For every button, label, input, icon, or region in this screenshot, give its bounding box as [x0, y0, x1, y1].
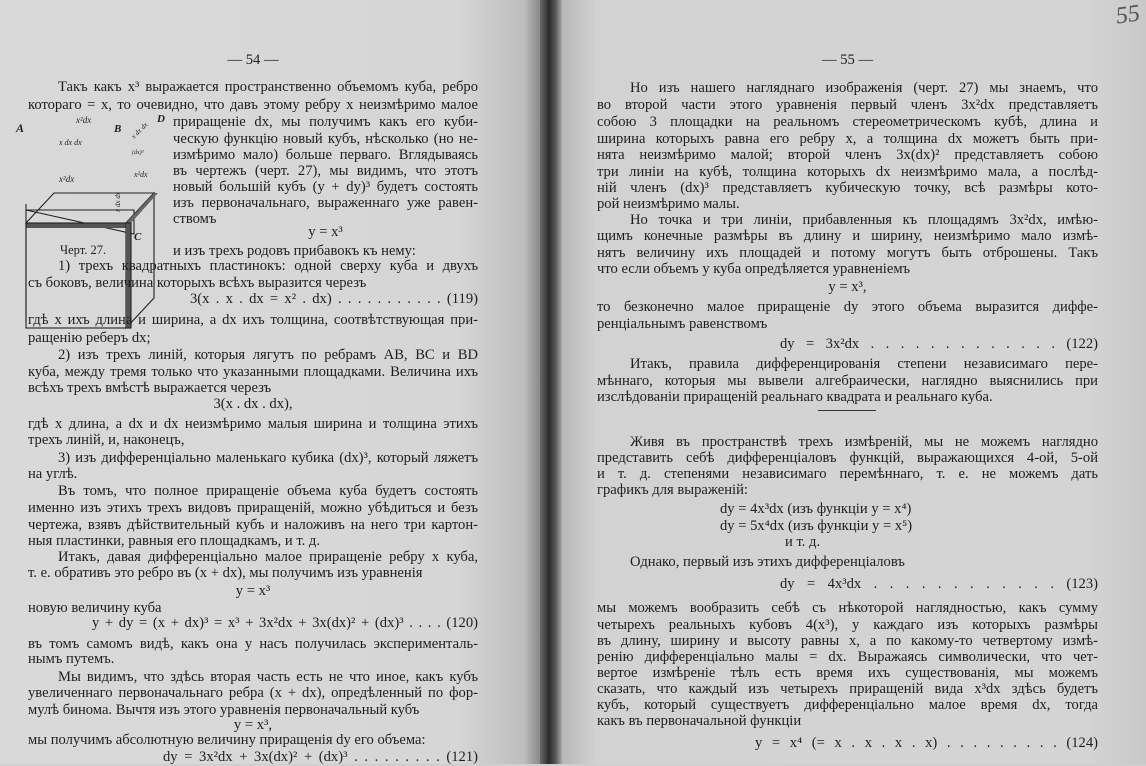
right-text-line: то безконечно малое приращеніе dy этого объема выразится диффе-	[597, 299, 1098, 315]
right-text-line: Итакъ, правила дифференцированія степени независимаго пере-	[630, 356, 1098, 372]
left-text-line: новую величину куба	[28, 600, 162, 616]
right-text-line: Но изъ нашего нагляднаго изображенія (черт. 27) мы знаемъ, что	[630, 80, 1098, 96]
left-equation-line: 3(x . x . dx = x² . dx) . . . . . . . . . . . (119)	[190, 291, 478, 307]
left-equation-line: y = x³	[308, 224, 343, 240]
left-text-line: ныя пластинки, равныя его площадкамъ, и т. д.	[28, 533, 320, 549]
left-text-line: въ чертежъ (черт. 27), мы видимъ, что этотъ	[173, 163, 478, 179]
left-text-line: гдѣ x длина, а dx и dx неизмѣримо малыя ширина и толщина этихъ	[28, 416, 478, 432]
left-text-line: Итакъ, давая дифференціально малое приращеніе ребру x куба,	[58, 549, 478, 565]
right-equation-line: dy = 3x²dx . . . . . . . . . . . . . (122)	[780, 336, 1098, 352]
left-text-line: Въ томъ, что полное приращеніе объема куба будетъ состоять	[58, 483, 478, 499]
left-text-line: въ томъ самомъ видѣ, какъ она у насъ получилась эксперименталь-	[28, 636, 478, 652]
left-text-line: именно изъ этихъ трехъ видовъ приращеній, можно убѣдиться и безъ	[28, 500, 478, 516]
left-text-line: ческую функцію новый кубъ, нѣсколько (но не-	[173, 131, 478, 147]
right-text-line: нята неизмѣримо малой; второй членъ 3x(dx)² представляетъ собою	[597, 147, 1098, 163]
left-text-line: и изъ трехъ родовъ прибавокъ къ нему:	[173, 243, 416, 259]
right-text-line: собою 3 площадки на реальномъ стереометрическомъ кубѣ, длина и	[597, 114, 1098, 130]
right-text-line: вертое измѣреніе тѣлъ есть время ихъ существованія, мы можемъ	[597, 665, 1098, 681]
figure-caption: Черт. 27.	[60, 243, 107, 257]
right-text-line: три линіи на кубѣ, толщина которыхъ dx неизмѣримо мала, а послѣд-	[597, 164, 1098, 180]
right-text-line: Живя въ пространствѣ трехъ измѣреній, мы не можемъ наглядно	[630, 434, 1098, 450]
figure-label-front: x²dx	[59, 174, 75, 184]
left-text-line: ращенію реберъ dx;	[28, 330, 151, 346]
left-text-line: съ боковъ, величина которыхъ всѣхъ выразится черезъ	[28, 275, 367, 291]
right-text-line: ній членъ (dx)³ представляетъ кубическую точку, всѣ размѣры кото-	[597, 180, 1098, 196]
left-text-line: мы получимъ абсолютную величину приращенія dy его объема:	[28, 732, 426, 748]
right-text-line: ренію дифференціально малы = dx. Выражаясь символически, что чет-	[597, 649, 1098, 665]
right-text-line: въ длину, ширину и высоту равны x, а по какому-то четвертому измѣ-	[597, 633, 1098, 649]
right-text-line: Но точка и три линіи, прибавленныя къ площадямъ 3x²dx, имѣю-	[630, 212, 1098, 228]
left-text-line: Такъ какъ x³ выражается пространственно объемомъ куба, ребро	[58, 79, 478, 95]
left-text-line: увеличеннаго первоначальнаго ребра (x + dx), опредѣленный по фор-	[28, 685, 478, 701]
left-equation-line: dy = 3x²dx + 3x(dx)² + (dx)³ . . . . . . . . . (121)	[163, 749, 478, 765]
cube-figure	[14, 112, 164, 242]
figure-label-edge-bd: x dx dx	[129, 120, 150, 141]
figure-label-top: x²dx	[76, 115, 92, 125]
right-equation-line: y = x³,	[828, 279, 867, 295]
left-equation-line: y = x³	[235, 583, 271, 599]
left-page-number: — 54 —	[227, 52, 279, 68]
right-equation-line: y = x⁴ (= x . x . x . x) . . . . . . . . . (124)	[755, 735, 1098, 751]
left-text-line: Мы видимъ, что здѣсь вторая часть есть не что иное, какъ кубъ	[58, 669, 478, 685]
figure-label-a: A	[16, 121, 25, 135]
left-text-line: 2) изъ трехъ линій, которыя лягутъ по ребрамъ AB, BC и BD	[58, 347, 478, 363]
right-text-line: рой неизмѣримо малы.	[597, 196, 740, 212]
right-text-line: и т. д. степенями независимаго перемѣннаго, т. е. не можемъ дать	[597, 466, 1098, 482]
left-text-line: гдѣ x ихъ длина и ширина, а dx ихъ толщина, соотвѣтствующая при-	[28, 312, 478, 328]
figure-label-edge-ab: x dx dx	[59, 138, 82, 147]
figure-label-c: C	[134, 231, 142, 243]
right-text-line: мы можемъ вообразить себѣ съ нѣкоторой наглядностью, какъ сумму	[597, 600, 1098, 616]
left-text-line: 1) трехъ квадратныхъ пластинокъ: одной сверху куба и двухъ	[58, 258, 478, 274]
left-text-line: на углѣ.	[28, 466, 78, 482]
left-text-line: куба, между тремя только что указанными площадками. Величина ихъ	[28, 364, 478, 380]
left-text-line: котораго = x, то очевидно, что давъ этому ребру x неизмѣримо малое	[28, 97, 478, 113]
left-text-line: приращеніе dx, мы получимъ какъ его куби-	[173, 114, 478, 130]
right-text-line: четырехъ реальныхъ кубовъ 4(x³), у каждаго изъ которыхъ размѣры	[597, 617, 1098, 633]
figure-label-edge-bc: x dx dx	[114, 192, 122, 212]
right-text-line: мѣннаго, которыя мы вывели алгебраически, наглядно выяснились при	[597, 373, 1098, 389]
figure-label-d: D	[157, 113, 165, 125]
left-text-line: измѣримо мало) больше перваго. Вглядываясь	[173, 147, 478, 163]
left-text-line: новый большій кубъ (y + dy)³ будетъ состоять	[173, 179, 478, 195]
left-text-line: ствомъ	[173, 211, 217, 227]
right-text-line: Однако, первый изъ этихъ дифференціаловъ	[630, 554, 905, 570]
right-text-line: во второй части этого уравненія первый членъ 3x²dx представляетъ	[597, 97, 1098, 113]
left-text-line: мулѣ бинома. Вычтя изъ этого уравненія первоначальный кубъ	[28, 702, 420, 718]
right-text-line: щимъ конечные размѣры въ длину и ширину, неизмѣримо мало измѣ-	[597, 228, 1098, 244]
right-equation-line: dy = 4x³dx . . . . . . . . . . . . (123)	[780, 576, 1098, 592]
left-text-line: трехъ линій, и, наконецъ,	[28, 432, 185, 448]
right-text-line: нятъ величину ихъ площадей и потому могутъ быть отброшены. Такъ	[597, 245, 1098, 261]
left-equation-line: y = x³,	[233, 717, 273, 733]
right-text-line: ренціальнымъ равенствомъ	[597, 316, 768, 332]
right-text-line: графикъ для выраженій:	[597, 482, 748, 498]
left-text-line: нымъ путемъ.	[28, 651, 115, 667]
right-text-line: ширина которыхъ равна его ребру x, а толщина dx можетъ быть при-	[597, 131, 1098, 147]
figure-label-corner: (dx)³	[132, 150, 144, 156]
right-text-line: сказать, что каждый изъ четырехъ приращеній вида x³dx здѣсь будетъ	[597, 681, 1098, 697]
section-divider	[818, 410, 876, 411]
left-equation-line: 3(x . dx . dx),	[213, 396, 293, 412]
figure-label-b: B	[114, 123, 122, 135]
left-equation-line: y + dy = (x + dx)³ = x³ + 3x²dx + 3x(dx)² + (dx)³ . . . . (120)	[92, 615, 478, 631]
left-text-line: изъ первоначальнаго, выраженнаго уже равен-	[173, 195, 478, 211]
right-text-line: какъ въ первоначальной функціи	[597, 713, 802, 729]
book-gutter	[540, 0, 562, 764]
left-text-line: 3) изъ дифференціально маленькаго кубика (dx)³, который ляжетъ	[58, 450, 478, 466]
right-page-number: — 55 —	[821, 52, 874, 68]
right-text-line: изслѣдованіи приращеній реальнаго квадрата и реальнаго куба.	[597, 389, 993, 405]
left-text-line: т. е. обративъ это ребро въ (x + dx), мы получимъ изъ уравненія	[28, 565, 423, 581]
right-text-line: кубъ, который существуетъ дифференціально малое время dx, тогда	[597, 697, 1098, 713]
right-text-line: представить себѣ дифференціаловъ функцій, выражающихся 4-ой, 5-ой	[597, 450, 1098, 466]
right-text-line: что если объемъ y куба опредѣляется уравненіемъ	[597, 261, 911, 277]
right-text-line: dy = 4x³dx (изъ функціи y = x⁴)	[720, 501, 912, 517]
left-text-line: чертежа, взявъ дѣйствительный кубъ и наложивъ на него три картон-	[28, 517, 478, 533]
figure-label-side: x²dx	[134, 170, 148, 179]
right-text-line: и т. д.	[785, 534, 821, 550]
left-text-line: всѣхъ трехъ вмѣстѣ выражается черезъ	[28, 380, 272, 396]
handwritten-page-mark: 55	[1114, 0, 1142, 30]
right-text-line: dy = 5x⁴dx (изъ функціи y = x⁵)	[720, 518, 913, 534]
